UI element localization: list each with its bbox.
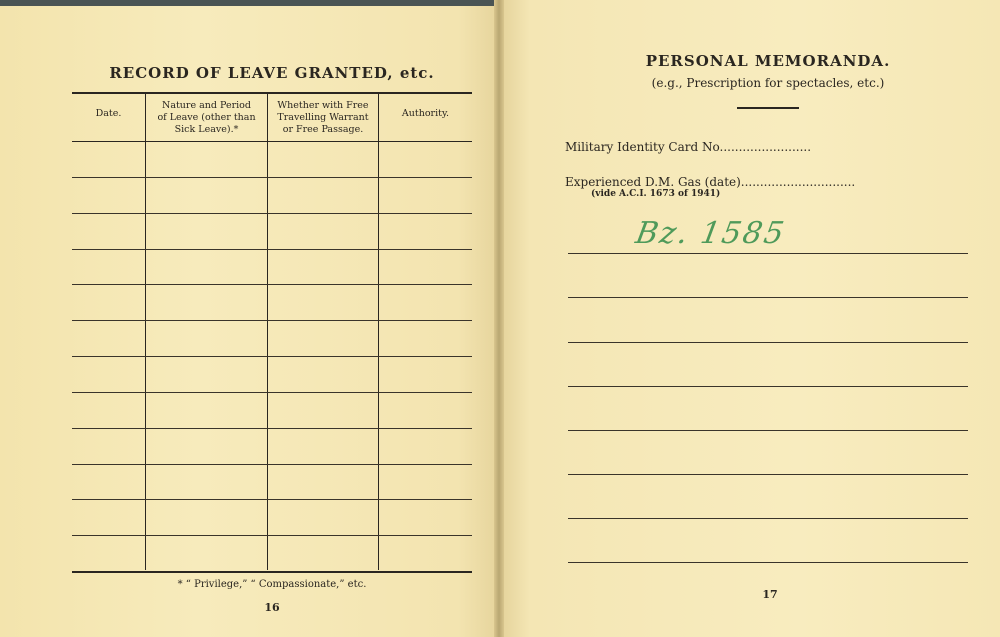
col-header-nature: Nature and Period of Leave (other than Sick Leave).*	[157, 100, 256, 135]
col-header-warrant: Whether with Free Travelling Warrant or Free Passage.	[277, 100, 369, 135]
table-row-line	[72, 320, 472, 321]
memo-line	[568, 430, 968, 431]
col-header-date: Date.	[95, 108, 122, 119]
book-gutter	[494, 0, 504, 637]
right-page	[500, 0, 1000, 637]
memoranda-title: PERSONAL MEMORANDA.	[645, 52, 891, 70]
table-row-line	[72, 213, 472, 214]
title-rule	[737, 107, 799, 109]
footnote: * “ Privilege,” “ Compassionate,” etc.	[177, 579, 367, 590]
handwritten-entry: Bz. 1585	[632, 216, 789, 251]
page-number-left: 16	[264, 601, 280, 614]
table-row-line	[72, 284, 472, 285]
table-bottom-rule	[72, 571, 472, 573]
table-row-line	[72, 392, 472, 393]
table-row-line	[72, 249, 472, 250]
gas-reference-note: (vide A.C.I. 1673 of 1941)	[591, 189, 721, 199]
table-row-line	[72, 535, 472, 536]
memo-line	[568, 474, 968, 475]
military-id-field: Military Identity Card No........................	[565, 140, 812, 154]
memoranda-subtitle: (e.g., Prescription for spectacles, etc.)	[651, 76, 885, 90]
table-row-line	[72, 464, 472, 465]
col-header-authority: Authority.	[401, 108, 450, 119]
memo-line	[568, 562, 968, 563]
table-top-rule	[72, 92, 472, 94]
memo-line	[568, 342, 968, 343]
table-row-line	[72, 428, 472, 429]
memo-line	[568, 386, 968, 387]
header-divider	[72, 141, 472, 142]
gas-experience-field: Experienced D.M. Gas (date)..............................	[565, 175, 856, 189]
leave-record-title: RECORD OF LEAVE GRANTED, etc.	[109, 64, 435, 82]
leave-record-table	[72, 92, 472, 576]
table-row-line	[72, 356, 472, 357]
memo-line	[568, 297, 968, 298]
table-row-line	[72, 177, 472, 178]
memo-line	[568, 253, 968, 254]
page-number-right: 17	[762, 588, 778, 601]
table-row-line	[72, 499, 472, 500]
memo-line	[568, 518, 968, 519]
